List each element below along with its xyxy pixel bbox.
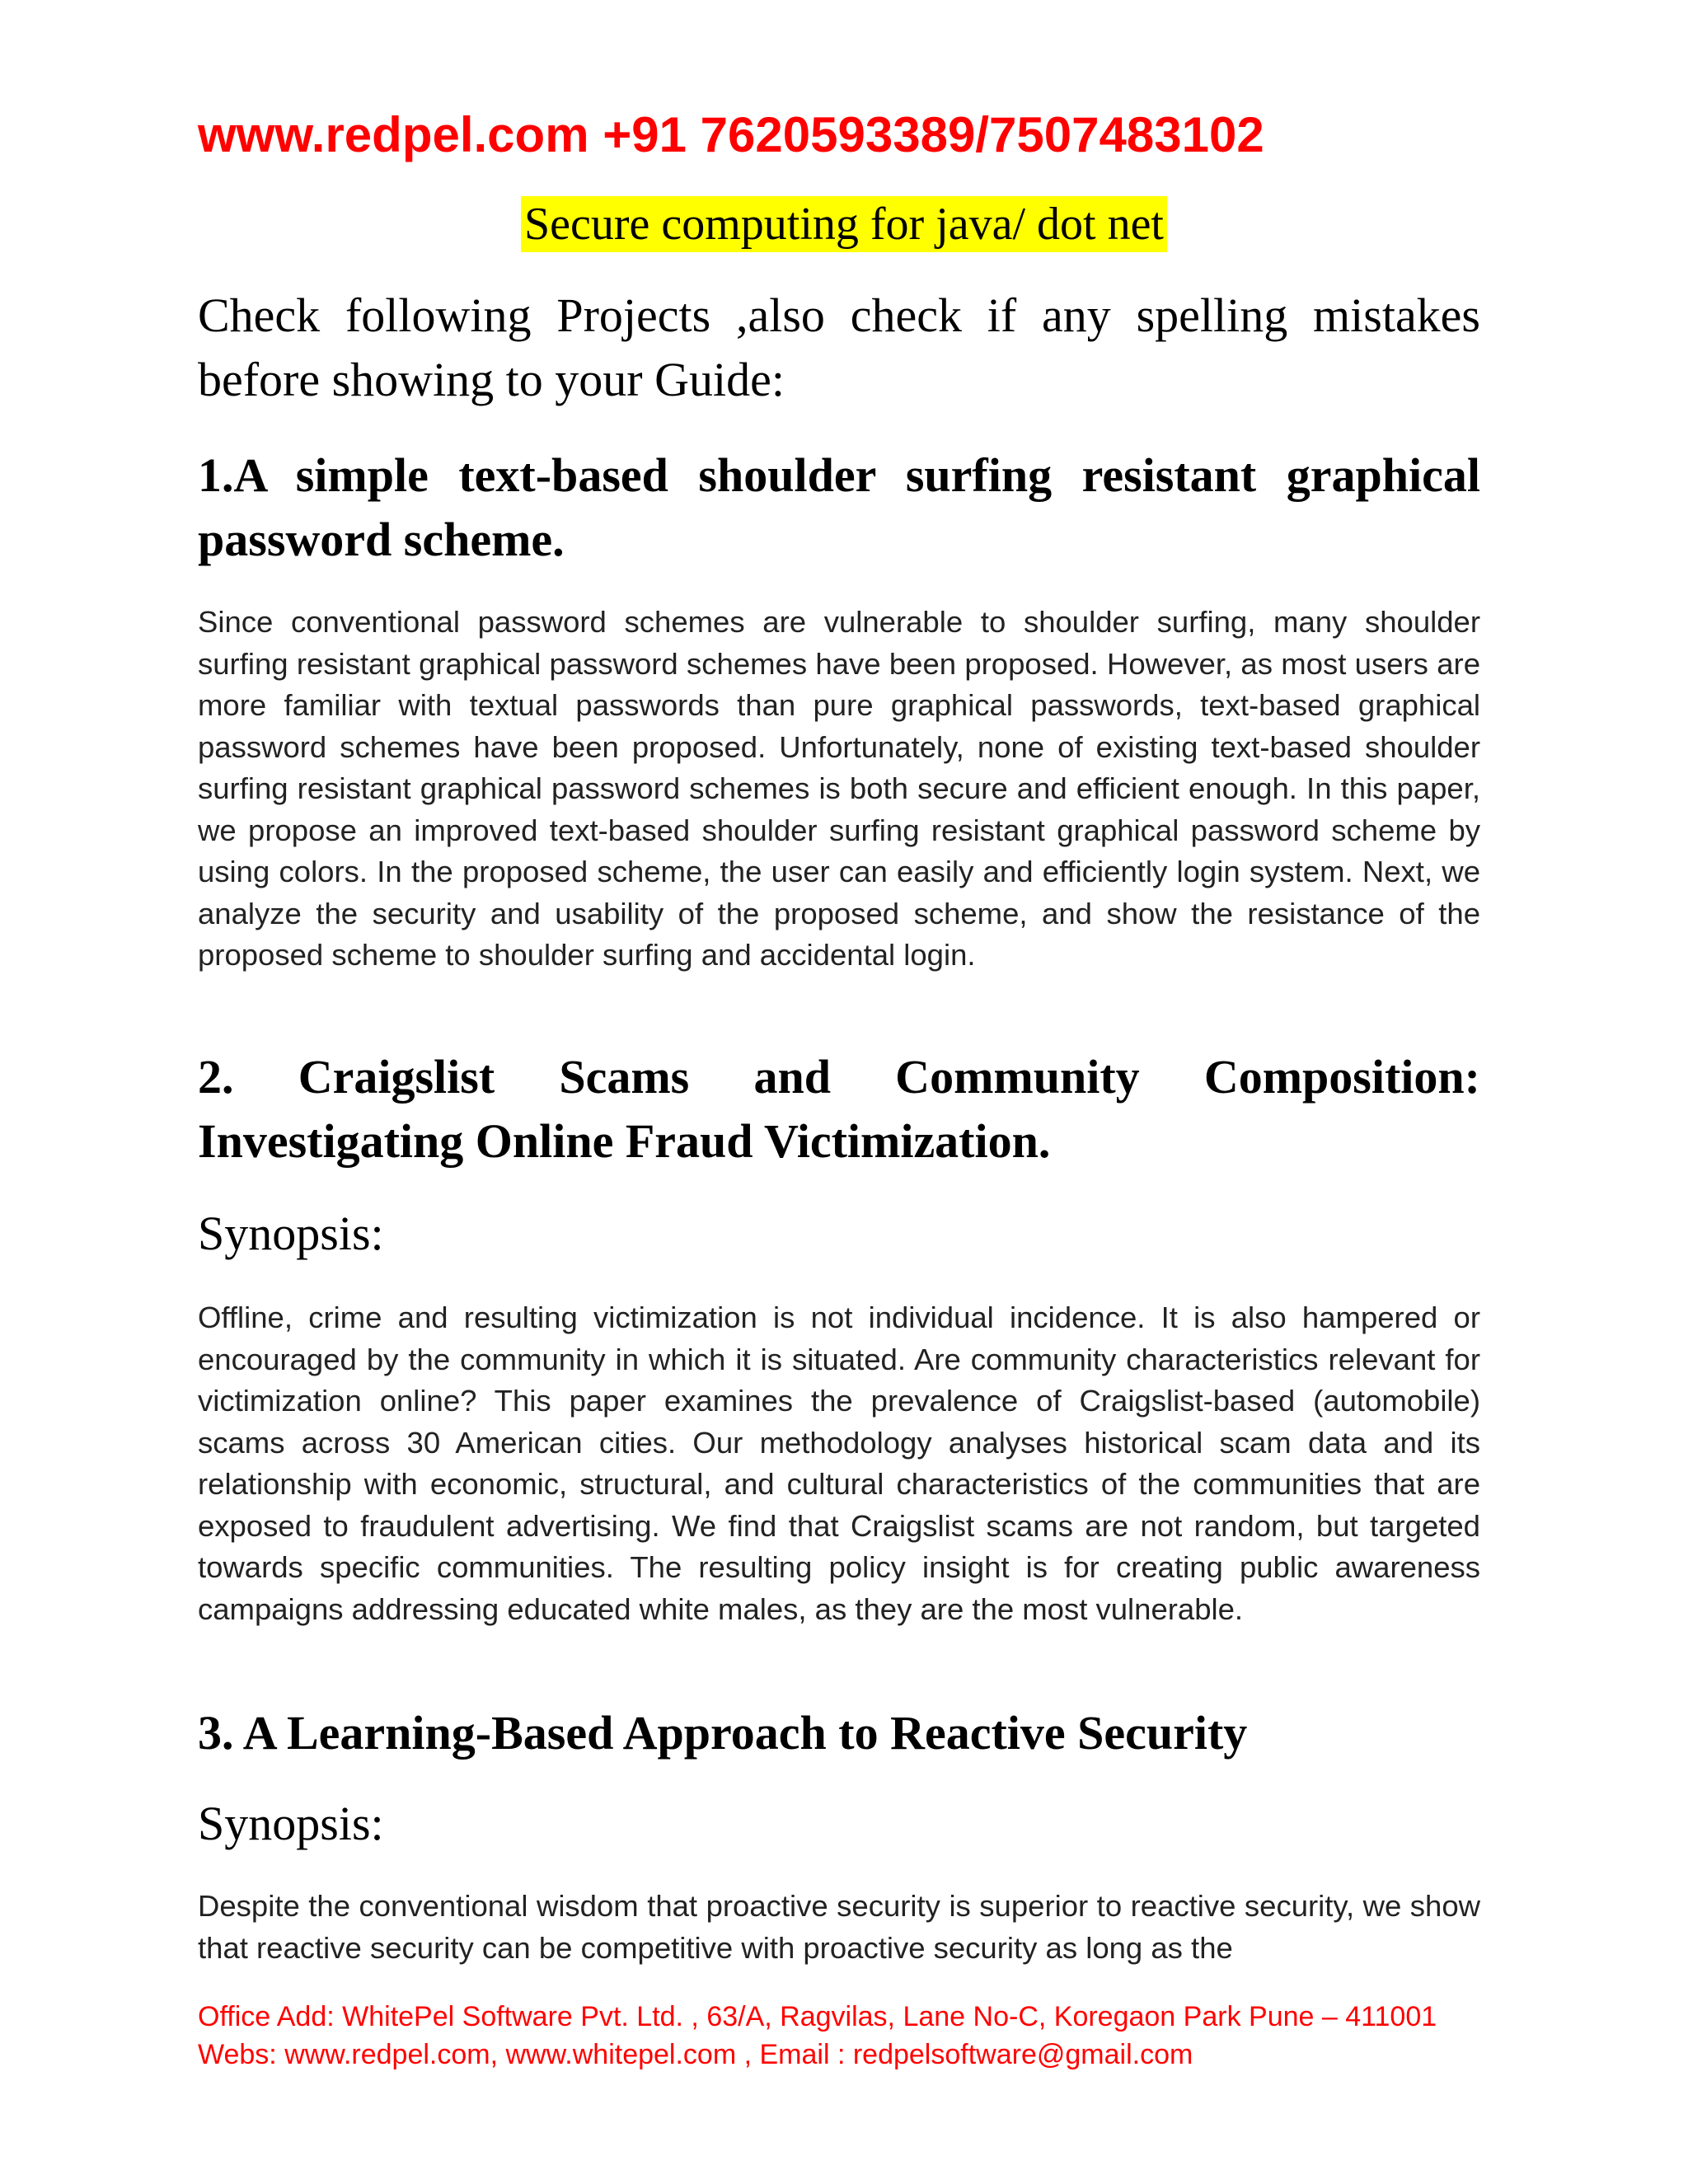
project-1-body: Since conventional password schemes are vulnerable to shoulder surfing, many shoulder surfing resistant graphical password schemes have been proposed. However, as most users are more familiar with textual passwords than pure graphical passwords, text-based graphical password schemes have been proposed. Unfortunately, none of existing text-based shoulder surfing resistant graphical password schemes is both secure and efficient enough. In this paper, we propose an improved text-based shoulder surfing resistant graphical password scheme by using colors. In the proposed scheme, the user can easily and efficiently login system. Next, we analyze the security and usability of the proposed scheme, and show the resistance of the proposed scheme to shoulder surfing and accidental login. [198,605,1480,972]
intro-paragraph: Check following Projects ,also check if any spelling mistakes before showing to your Guide: [198,288,1480,406]
footer-office-address: Office Add: WhitePel Software Pvt. Ltd. , 63/A, Ragvilas, Lane No-C, Koregaon Park Pune – 411001 [198,2001,1437,2032]
footer-web-email: Webs: www.redpel.com, www.whitepel.com , Email : redpelsoftware@gmail.com [198,2039,1193,2070]
project-3-body: Despite the conventional wisdom that proactive security is superior to reactive security, we show that reactive security can be competitive with proactive security as long as the [198,1889,1480,1965]
project-3-title: 3. A Learning-Based Approach to Reactive Security [198,1706,1248,1760]
subject-highlight: Secure computing for java/ dot net [521,196,1167,252]
subject-banner [0,196,1688,252]
page-footer [198,1998,1480,2074]
project-3-synopsis-label: Synopsis: [198,1797,384,1850]
project-2-title: 2. Craigslist Scams and Community Composition: Investigating Online Fraud Victimization. [198,1050,1480,1168]
project-2-body: Offline, crime and resulting victimization is not individual incidence. It is also hampered or encouraged by the community in which it is situated. Are community characteristics relevant for victimization online? This paper examines the prevalence of Craigslist-based (automobile) scams across 30 American cities. Our methodology analyses historical scam data and its relationship with economic, structural, and cultural characteristics of the communities that are exposed to fraudulent advertising. We find that Craigslist scams are not random, but targeted towards specific communities. The resulting policy insight is for creating public awareness campaigns addressing educated white males, as they are the most vulnerable. [198,1301,1480,1626]
project-1-title: 1.A simple text-based shoulder surfing resistant graphical password scheme. [198,448,1480,566]
site-contact-header: www.redpel.com +91 7620593389/7507483102 [198,107,1264,162]
project-2-synopsis-label: Synopsis: [198,1207,384,1260]
